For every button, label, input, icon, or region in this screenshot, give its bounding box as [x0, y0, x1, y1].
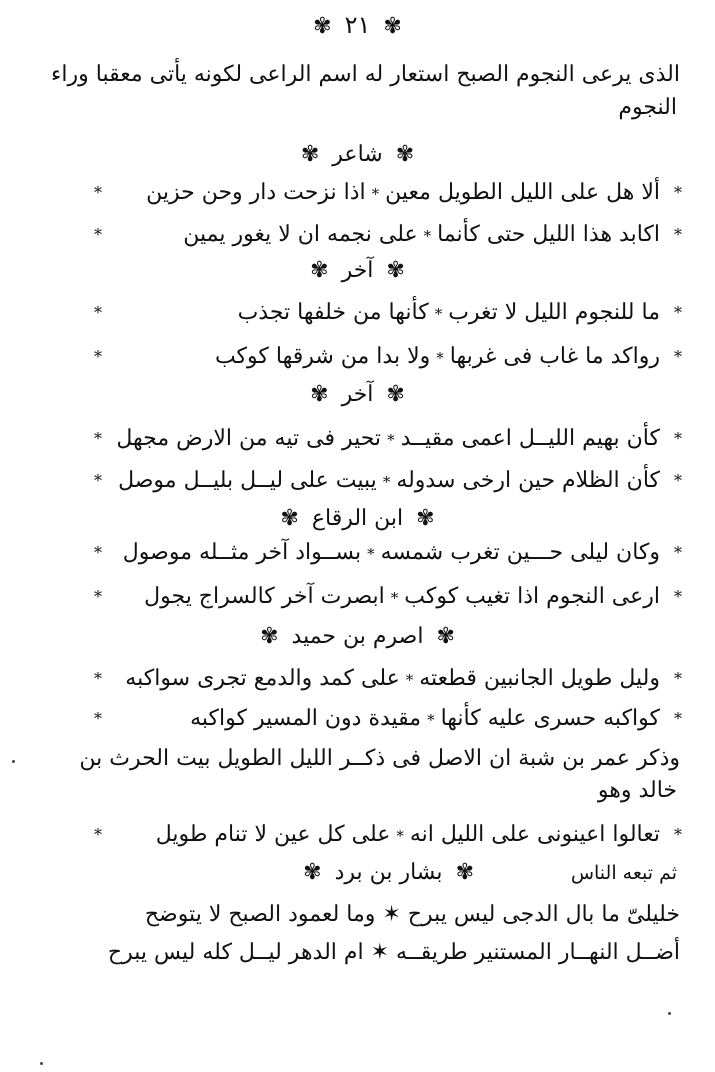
bashar-line-1: خليلىّ ما بال الدجى ليس يبرح ✶ وما لعمود الصبح لا يتوضح — [144, 902, 680, 927]
hemistich-first: كواكبه حسرى عليه كأنها — [440, 706, 660, 731]
hemistich-second: على كل عين لا تنام طويل — [155, 822, 391, 847]
section-heading — [0, 504, 715, 534]
verse-line — [88, 664, 688, 694]
verse-line — [88, 582, 688, 612]
ornament-icon: ✾ — [313, 14, 332, 39]
star-icon: * — [674, 669, 682, 688]
hemistich-first: ما للنجوم الليل لا تغرب — [448, 300, 660, 325]
star-icon: * — [674, 347, 682, 366]
verse-line — [88, 466, 688, 496]
verse-line — [88, 424, 688, 454]
print-speck — [668, 1012, 671, 1015]
verse-line — [88, 298, 688, 328]
print-speck — [12, 760, 15, 763]
page-number: ٢١ — [344, 11, 371, 39]
star-icon: * — [674, 587, 682, 606]
hemistich-first: رواكد ما غاب فى غربها — [449, 344, 660, 369]
star-icon: * — [674, 825, 682, 844]
hemistich-second: تحير فى تيه من الارض مجهل — [116, 426, 382, 451]
star-icon: * — [427, 711, 435, 729]
intro-line-2: النجوم — [618, 95, 677, 120]
prose-line-2: خالد وهو — [597, 778, 677, 803]
heading-other: آخر — [341, 382, 374, 407]
hemistich-second: اذا نزحت دار وحن حزين — [146, 180, 366, 205]
heading-bashar: بشار بن برد — [334, 860, 443, 885]
star-icon: * — [367, 545, 375, 563]
hemistich-first: ارعى النجوم اذا تغيب كوكب — [404, 584, 660, 609]
hemistich-first: كأن الظلام حين ارخى سدوله — [396, 468, 660, 493]
ornament-icon: ✾ — [386, 258, 405, 283]
ornament-icon: ✾ — [455, 860, 474, 885]
ornament-icon: ✾ — [310, 258, 329, 283]
star-icon: * — [674, 709, 682, 728]
star-icon: * — [405, 671, 414, 689]
star-icon: * — [94, 347, 102, 366]
hemistich-first: كأن بهيم الليــل اعمى مقيــد — [400, 426, 660, 451]
heading-ibn-al-riqa: ابن الرقاع — [311, 506, 404, 531]
intro-line-1: الذى يرعى النجوم الصبح استعار له اسم الراعى لكونه يأتى معقبا وراء — [51, 62, 680, 87]
hemistich-second: مقيدة دون المسير كواكبه — [190, 706, 422, 731]
heading-asram: اصرم بن حميد — [291, 624, 424, 649]
hemistich-second: كأنها من خلفها تجذب — [237, 300, 429, 325]
star-icon: * — [94, 429, 102, 448]
star-icon: * — [94, 225, 102, 244]
ornament-icon: ✾ — [386, 382, 405, 407]
page-header — [0, 10, 715, 42]
hemistich-first: اكابد هذا الليل حتى كأنما — [437, 222, 660, 247]
ornament-icon: ✾ — [383, 14, 402, 39]
star-icon: * — [674, 543, 682, 562]
print-speck — [40, 1062, 43, 1065]
verse-line — [88, 538, 688, 568]
hemistich-first: ألا هل على الليل الطويل معين — [385, 180, 660, 205]
followed-text: ثم تبعه الناس — [570, 862, 677, 884]
ornament-icon: ✾ — [416, 506, 435, 531]
hemistich-second: على كمد والدمع تجرى سواكبه — [125, 666, 400, 691]
star-icon: * — [387, 431, 395, 449]
heading-other: آخر — [341, 258, 374, 283]
verse-line — [88, 820, 688, 850]
hemistich-second: على نجمه ان لا يغور يمين — [183, 222, 418, 247]
prose-line-1: وذكر عمر بن شبة ان الاصل فى ذكــر الليل الطويل بيت الحرث بن — [79, 746, 680, 771]
hemistich-first: وكان ليلى حـــين تغرب شمسه — [380, 540, 660, 565]
star-icon: * — [94, 303, 102, 322]
star-icon: * — [94, 669, 102, 688]
star-icon: * — [423, 227, 432, 245]
hemistich-second: يبيت على ليــل بليــل موصل — [118, 468, 377, 493]
verse-line — [88, 704, 688, 734]
star-icon: * — [371, 185, 380, 203]
star-icon: * — [674, 183, 682, 202]
star-icon: * — [674, 429, 682, 448]
star-icon: * — [434, 305, 443, 323]
star-icon: * — [674, 471, 682, 490]
star-icon: * — [94, 471, 102, 490]
star-icon: * — [94, 709, 102, 728]
section-heading — [0, 256, 715, 286]
bashar-line-2: أضــل النهــار المستنير طريقــه ✶ ام الدهر ليــل كله ليس يبرح — [107, 940, 680, 965]
hemistich-first: تعالوا اعينونى على الليل انه — [409, 822, 660, 847]
star-icon: * — [382, 473, 391, 491]
verse-line — [88, 178, 688, 208]
ornament-icon: ✾ — [303, 860, 322, 885]
star-icon: * — [94, 587, 102, 606]
verse-line — [88, 342, 688, 372]
ornament-icon: ✾ — [300, 142, 320, 167]
verse-line — [88, 220, 688, 250]
section-heading — [297, 858, 480, 888]
star-icon: * — [674, 303, 682, 322]
ornament-icon: ✾ — [436, 624, 455, 649]
ornament-icon: ✾ — [280, 506, 299, 531]
ornament-icon: ✾ — [310, 382, 329, 407]
star-icon: * — [94, 183, 102, 202]
star-icon: * — [94, 825, 102, 844]
section-heading — [0, 380, 715, 410]
hemistich-first: وليل طويل الجانبين قطعته — [419, 666, 660, 691]
section-heading — [0, 140, 715, 170]
hemistich-second: بســواد آخر مثــله موصول — [122, 540, 362, 565]
star-icon: * — [674, 225, 682, 244]
star-icon: * — [94, 543, 102, 562]
heading-poet: شاعر — [332, 142, 383, 167]
hemistich-second: ابصرت آخر كالسراج يجول — [144, 584, 385, 609]
section-heading — [0, 622, 715, 652]
star-icon: * — [390, 589, 399, 607]
ornament-icon: ✾ — [260, 624, 279, 649]
star-icon: * — [396, 827, 404, 845]
hemistich-second: ولا بدا من شرقها كوكب — [214, 344, 431, 369]
ornament-icon: ✾ — [395, 142, 415, 167]
star-icon: * — [436, 349, 444, 367]
